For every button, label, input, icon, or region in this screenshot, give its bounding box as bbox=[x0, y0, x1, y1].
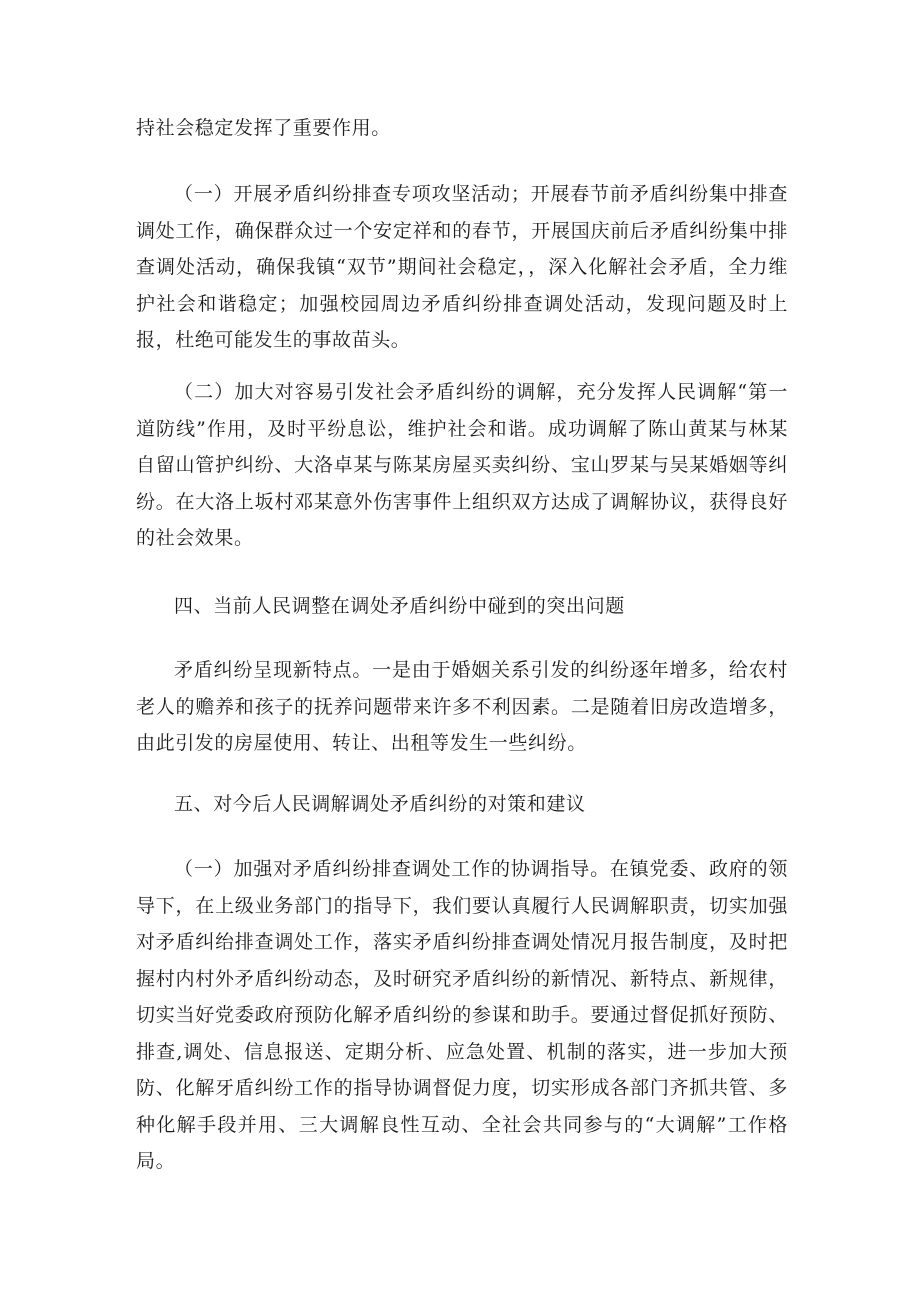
paragraph-coordination-guidance: （一）加强对矛盾纠纷排查调处工作的协调指导。在镇党委、政府的领导下，在上级业务部门的指导下，我们要认真履行人民调解职责，切实加强对矛盾纠绐排查调处工作，落实矛盾纠纷排查调处情况月报告制度，及时把握村内村外矛盾纠纷动态，及时研究矛盾纠纷的新情况、新特点、新规律，切实当好党委政府预防化解矛盾纠纷的参谋和助手。要通过督促抓好预防、排查,调处、信息报送、定期分析、应急处置、机制的落实，进一步加大预防、化解牙盾纠纷工作的指导协调督促力度，切实形成各部门齐抓共管、多种化解手段并用、三大调解良性互动、全社会共同参与的“大调解”工作格局。 bbox=[136, 858, 788, 1172]
paragraph-section-2: （二）加大对容易引发社会矛盾纠纷的调解，充分发挥人民调解“第一道防线”作用，及时平纷息讼，维护社会和谐。成功调解了陈山黄某与林某自留山管护纠纷、大洛卓某与陈某房屋买卖纠纷、宝山罗某与吴某婚姻等纠纷。在大洛上坂村邓某意外伤害事件上组织双方达成了调解协议，获得良好的社会效果。 bbox=[136, 381, 788, 549]
paragraph-new-features: 矛盾纠纷呈现新特点。一是由于婚姻关系引发的纠纷逐年增多，给农村老人的赡养和孩子的抚养问题带来许多不利因素。二是随着旧房改造增多，由此引发的房屋使用、转让、出租等发生一些纠纷。 bbox=[136, 659, 788, 754]
heading-section-5: 五、对今后人民调解调处矛盾纠纷的对策和建议 bbox=[174, 793, 586, 815]
paragraph-section-1: （一）开展矛盾纠纷排查专项攻坚活动；开展春节前矛盾纠纷集中排查调处工作，确保群众过一个安定祥和的春节，开展国庆前后矛盾纠纷集中排查调处活动，确保我镇“双节”期间社会稳定，，深入化解社会矛盾，全力维护社会和谐稳定；加强校园周边矛盾纠纷排查调处活动，发现问题及时上报，杜绝可能发生的事故苗头。 bbox=[136, 183, 788, 351]
paragraph-continuation: 持社会稳定发挥了重要作用。 bbox=[136, 117, 391, 139]
heading-section-4: 四、当前人民调整在调处矛盾纠纷中碰到的突出问题 bbox=[174, 595, 625, 617]
